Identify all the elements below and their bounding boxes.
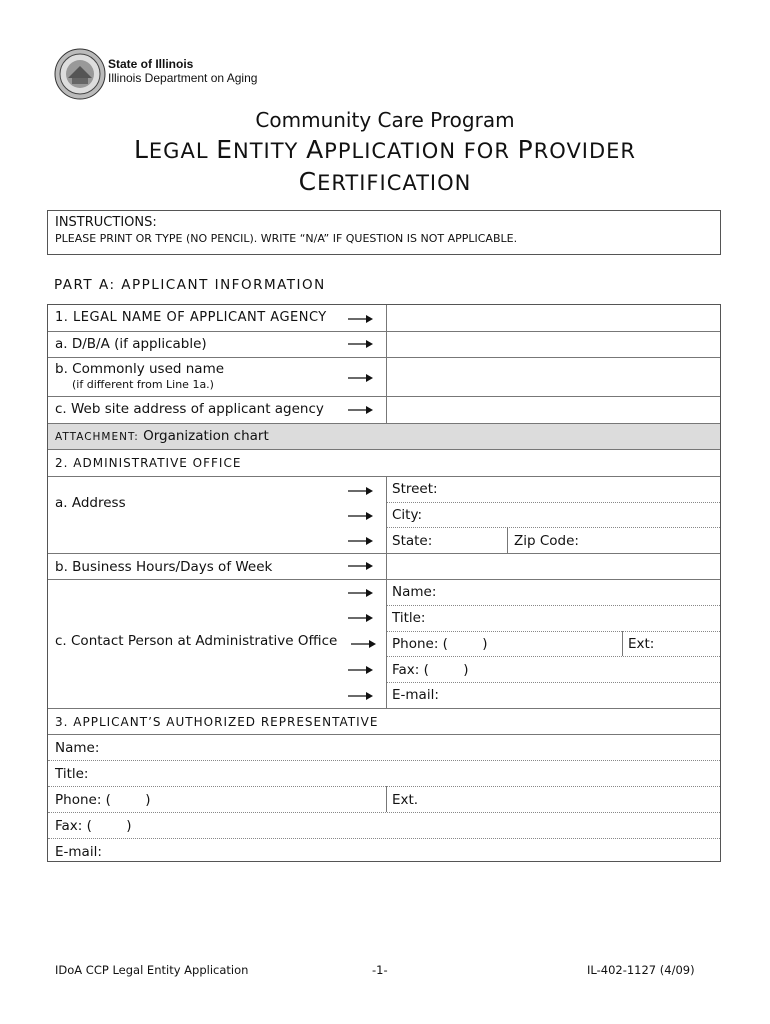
- common-name-field[interactable]: [387, 358, 720, 396]
- contact-title-field[interactable]: Title:: [392, 610, 426, 626]
- rep-name-field[interactable]: Name:: [55, 740, 100, 756]
- right-arrow-icon: [348, 373, 374, 383]
- right-arrow-icon: [348, 691, 374, 701]
- contact-ext-field[interactable]: Ext:: [628, 636, 655, 652]
- agency-block: [108, 57, 257, 85]
- business-hours-field[interactable]: [387, 554, 720, 579]
- right-arrow-icon: [348, 536, 374, 546]
- right-arrow-icon: [351, 639, 377, 649]
- right-arrow-icon: [348, 613, 374, 623]
- section3-heading: 3. APPLICANT’S AUTHORIZED REPRESENTATIVE: [55, 715, 379, 729]
- common-name-label: b. Commonly used name: [55, 361, 225, 377]
- state-field[interactable]: State:: [392, 533, 433, 549]
- right-arrow-icon: [348, 511, 374, 521]
- right-arrow-icon: [348, 339, 374, 349]
- applicant-information-form: [47, 304, 721, 862]
- right-arrow-icon: [348, 405, 374, 415]
- document-title-line1: LEGAL ENTITY APPLICATION FOR PROVIDER: [133, 135, 637, 164]
- rep-title-field[interactable]: Title:: [55, 766, 89, 782]
- attachment-label: ATTACHMENT:: [55, 431, 139, 443]
- department-name: Illinois Department on Aging: [108, 71, 258, 85]
- right-arrow-icon: [348, 314, 374, 324]
- contact-name-field[interactable]: Name:: [392, 584, 437, 600]
- business-hours-label: b. Business Hours/Days of Week: [55, 559, 273, 575]
- program-subtitle: Community Care Program: [255, 108, 515, 132]
- attachment-line: [55, 428, 269, 445]
- zip-code-field[interactable]: Zip Code:: [514, 533, 579, 549]
- street-field[interactable]: Street:: [392, 481, 438, 497]
- common-name-note: (if different from Line 1a.): [72, 378, 214, 391]
- contact-phone-field[interactable]: Phone: ( ): [392, 636, 488, 652]
- right-arrow-icon: [348, 561, 374, 571]
- contact-person-label: c. Contact Person at Administrative Office: [55, 633, 338, 649]
- rep-fax-field[interactable]: Fax: ( ): [55, 818, 132, 834]
- state-name: State of Illinois: [108, 57, 194, 71]
- attachment-text: Organization chart: [143, 428, 269, 444]
- website-label: c. Web site address of applicant agency: [55, 401, 324, 417]
- legal-name-field[interactable]: [387, 305, 720, 331]
- dba-label: a. D/B/A (if applicable): [55, 336, 207, 352]
- document-title-line2: CERTIFICATION: [298, 167, 472, 196]
- instructions-heading: INSTRUCTIONS:: [55, 215, 157, 230]
- state-seal-icon: [54, 48, 106, 100]
- city-field[interactable]: City:: [392, 507, 423, 523]
- footer-form-number: IL-402-1127 (4/09): [587, 963, 695, 977]
- rep-phone-field[interactable]: Phone: ( ): [55, 792, 151, 808]
- website-field[interactable]: [387, 397, 720, 423]
- rep-ext-field[interactable]: Ext.: [392, 792, 419, 808]
- right-arrow-icon: [348, 588, 374, 598]
- rep-email-field[interactable]: E-mail:: [55, 844, 102, 860]
- dba-field[interactable]: [387, 332, 720, 357]
- section1-heading: 1. LEGAL NAME OF APPLICANT AGENCY: [55, 310, 327, 325]
- part-a-heading: PART A: APPLICANT INFORMATION: [54, 277, 326, 293]
- footer-page-number: -1-: [372, 963, 388, 977]
- instructions-box: [47, 210, 721, 255]
- section2-heading: 2. ADMINISTRATIVE OFFICE: [55, 456, 242, 470]
- instructions-text: PLEASE PRINT OR TYPE (NO PENCIL). WRITE “N/A” IF QUESTION IS NOT APPLICABLE.: [55, 232, 518, 245]
- contact-fax-field[interactable]: Fax: ( ): [392, 662, 469, 678]
- right-arrow-icon: [348, 486, 374, 496]
- footer-left: IDoA CCP Legal Entity Application: [55, 963, 249, 977]
- contact-email-field[interactable]: E-mail:: [392, 687, 439, 703]
- address-label: a. Address: [55, 495, 126, 511]
- right-arrow-icon: [348, 665, 374, 675]
